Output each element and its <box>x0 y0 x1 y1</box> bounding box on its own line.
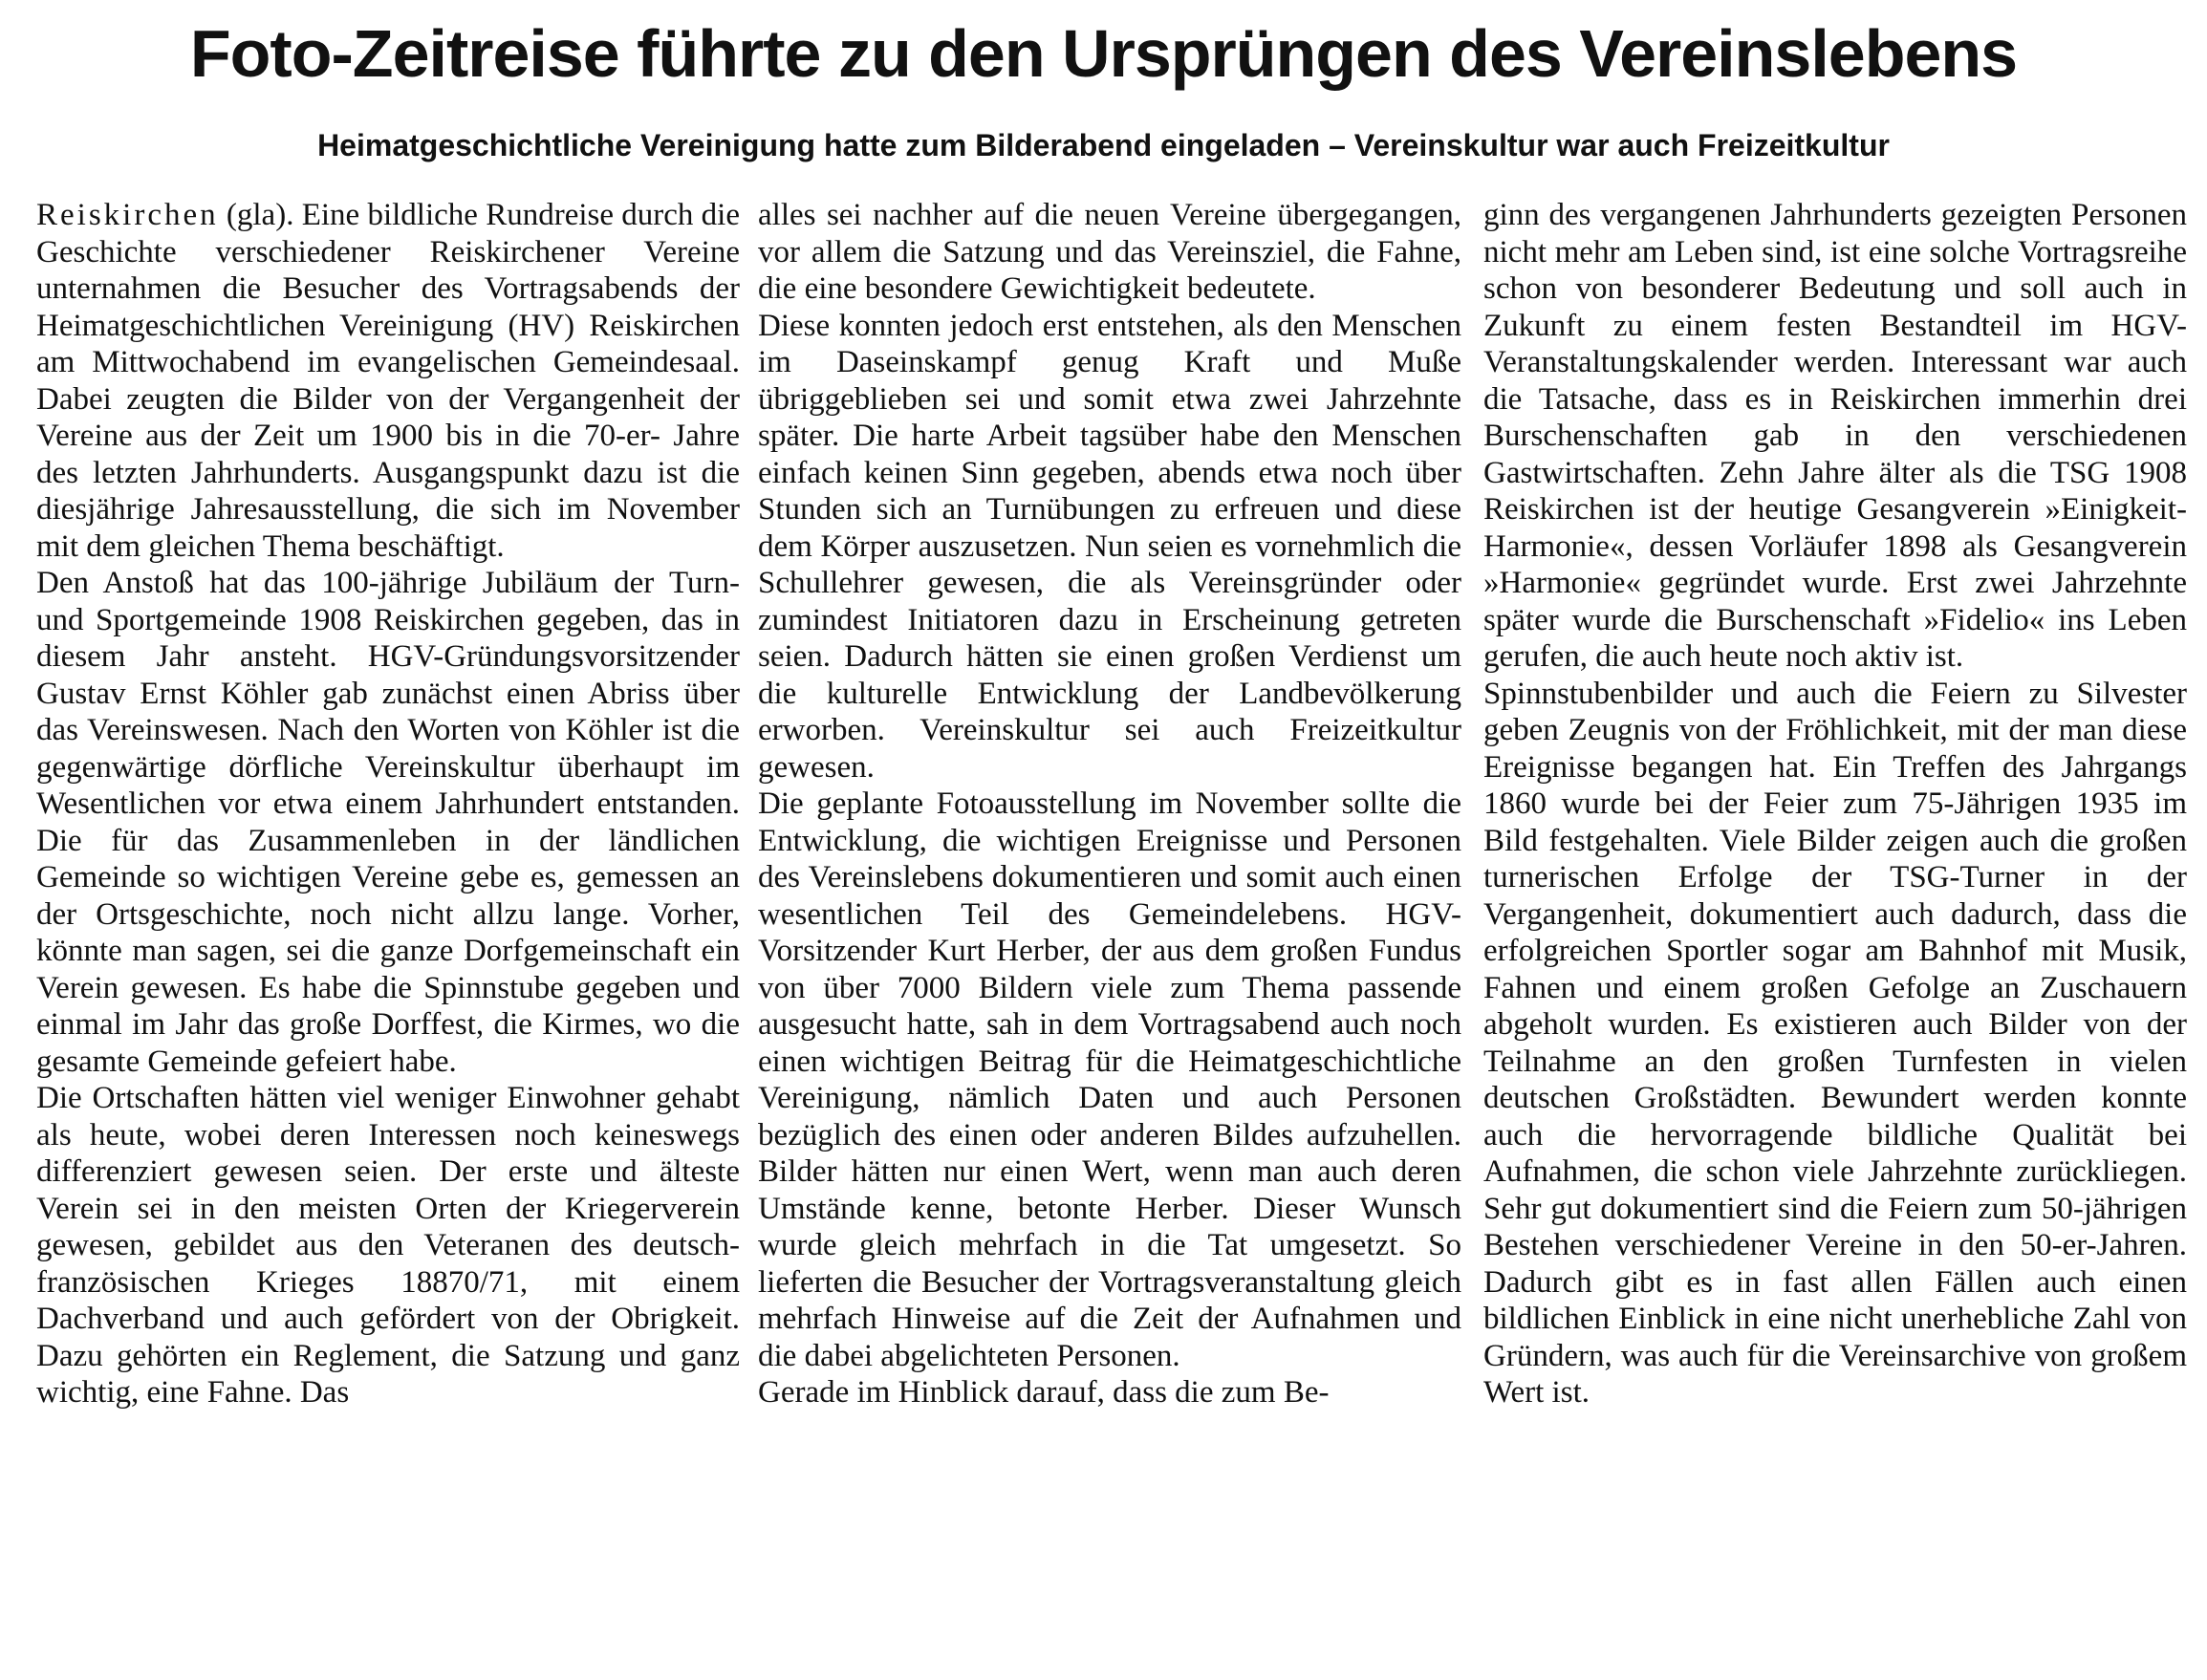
article-paragraph: alles sei nachher auf die neuen Vereine übergegangen, vor allem die Satzung und das Vereinsziel, die Fahne, die eine besondere Gewichtigkeit bedeutete. <box>758 198 1461 306</box>
article-column-1 <box>36 197 740 1411</box>
article-paragraph: Gerade im Hinblick darauf, dass die zum Be- <box>758 1375 1330 1410</box>
dateline: Reiskirchen <box>36 198 219 232</box>
article-headline: Foto-Zeitreise führte zu den Ursprüngen des Vereinslebens <box>189 16 2018 91</box>
article-paragraph: Die Ortschaften hätten viel weniger Einwohner gehabt als heute, wobei deren Interessen noch keineswegs differenziert gewesen seien. Der erste und älteste Verein sei in den meisten Orten der Kriegerverein gewesen, gebildet aus den Veteranen des deutsch-französischen Krieges 18870/71, mit einem Dachverband und auch gefördert von der Obrigkeit. Dazu gehörten ein Reglement, die Satzung und ganz wichtig, eine Fahne. Das <box>36 1081 740 1410</box>
article-column-3 <box>1483 197 2187 1411</box>
article-subheadline: Heimatgeschichtliche Vereinigung hatte zum Bilderabend eingeladen – Vereinskultur war auch Freizeitkultur <box>317 128 1890 162</box>
article-paragraph: Spinnstubenbilder und auch die Feiern zu Silvester geben Zeugnis von der Fröhlichkeit, mit der man diese Ereignisse begangen hat. Ein Treffen des Jahrgangs 1860 wurde bei der Feier zum 75-Jährigen 1935 im Bild festgehalten. Viele Bilder zeigen auch die großen turnerischen Erfolge der TSG-Turner in der Vergangenheit, dokumentiert auch dadurch, dass die erfolgreichen Sportler sogar am Bahnhof mit Musik, Fahnen und einem großen Gefolge an Zuschauern abgeholt wurden. Es existieren auch Bilder von der Teilnahme an den großen Turnfesten in vielen deutschen Großstädten. Bewundert werden konnte auch die hervorragende bildliche Qualität bei Aufnahmen, die schon viele Jahrzehnte zurückliegen. Sehr gut dokumentiert sind die Feiern zum 50-jährigen Bestehen verschiedener Vereine in den 50-er-Jahren. Dadurch gibt es in fast allen Fällen auch einen bildlichen Einblick in eine nicht unerhebliche Zahl von Gründern, was auch für die Vereinsarchive von großem Wert ist. <box>1483 676 2187 1410</box>
article-paragraph: Diese konnten jedoch erst entstehen, als den Menschen im Daseinskampf genug Kraft und Muße übriggeblieben sei und somit etwa zwei Jahrzehnte später. Die harte Arbeit tagsüber habe den Menschen einfach keinen Sinn gegeben, abends etwa noch über Stunden sich an Turnübungen zu erfreuen und diese dem Körper auszusetzen. Nun seien es vornehmlich die Schullehrer gewesen, die als Vereinsgründer oder zumindest Initiatoren dazu in Erscheinung getreten seien. Dadurch hätten sie einen großen Verdienst um die kulturelle Entwicklung der Landbevölkerung erworben. Vereinskultur sei auch Freizeitkultur gewesen. <box>758 308 1461 785</box>
article-column-2 <box>758 197 1461 1411</box>
article-paragraph <box>36 197 740 565</box>
article-paragraph: ginn des vergangenen Jahrhunderts gezeigten Personen nicht mehr am Leben sind, ist eine solche Vortragsreihe schon von besonderer Bedeutung und soll auch in Zukunft zu einem festen Bestandteil im HGV-Veranstaltungskalender werden. Interessant war auch die Tatsache, dass es in Reiskirchen immerhin drei Burschenschaften gab in den verschiedenen Gastwirtschaften. Zehn Jahre älter als die TSG 1908 Reiskirchen ist der heutige Gesangverein »Einigkeit-Harmonie«, dessen Vorläufer 1898 als Gesangverein »Harmonie« gegründet wurde. Erst zwei Jahrzehnte später wurde die Burschenschaft »Fidelio« ins Leben gerufen, die auch heute noch aktiv ist. <box>1483 198 2187 674</box>
article-paragraph: Die geplante Fotoausstellung im November sollte die Entwicklung, die wichtigen Ereignisse und Personen des Vereinslebens dokumentieren und somit auch einen wesentlichen Teil des Gemeindelebens. HGV- Vorsitzender Kurt Herber, der aus dem großen Fundus von über 7000 Bildern viele zum Thema passende ausgesucht hatte, sah in dem Vortragsabend auch noch einen wichtigen Beitrag für die Heimatgeschichtliche Vereinigung, nämlich Daten und auch Personen bezüglich des einen oder anderen Bildes aufzuhellen. Bilder hätten nur einen Wert, wenn man auch deren Umstände kenne, betonte Herber. Dieser Wunsch wurde gleich mehrfach in die Tat umgesetzt. So lieferten die Besucher der Vortragsveranstaltung gleich mehrfach Hinweise auf die Zeit der Aufnahmen und die dabei abgelichteten Personen. <box>758 786 1461 1373</box>
article-paragraph: Den Anstoß hat das 100-jährige Jubiläum der Turn- und Sportgemeinde 1908 Reiskirchen gegeben, das in diesem Jahr ansteht. HGV-Gründungsvorsitzender Gustav Ernst Köhler gab zunächst einen Abriss über das Vereinswesen. Nach den Worten von Köhler ist die gegenwärtige dörfliche Vereinskultur überhaupt im Wesentlichen vor etwa einem Jahrhundert entstanden. Die für das Zusammenleben in der ländlichen Gemeinde so wichtigen Vereine gebe es, gemessen an der Ortsgeschichte, noch nicht allzu lange. Vorher, könnte man sagen, sei die ganze Dorfgemeinschaft ein Verein gewesen. Es habe die Spinnstube gegeben und einmal im Jahr das große Dorffest, die Kirmes, wo die gesamte Gemeinde gefeiert habe. <box>36 566 740 1079</box>
paragraph-text: (gla). Eine bildliche Rundreise durch die Geschichte verschiedener Reiskirchener Vereine unternahmen die Besucher des Vortragsabends der Heimatgeschichtlichen Vereinigung (HV) Reiskirchen am Mittwochabend im evangelischen Gemeindesaal. Dabei zeugten die Bilder von der Vergangenheit der Vereine aus der Zeit um 1900 bis in die 70-er- Jahre des letzten Jahrhunderts. Ausgangspunkt dazu ist die diesjährige Jahresausstellung, die sich im November mit dem gleichen Thema beschäftigt. <box>36 198 740 564</box>
